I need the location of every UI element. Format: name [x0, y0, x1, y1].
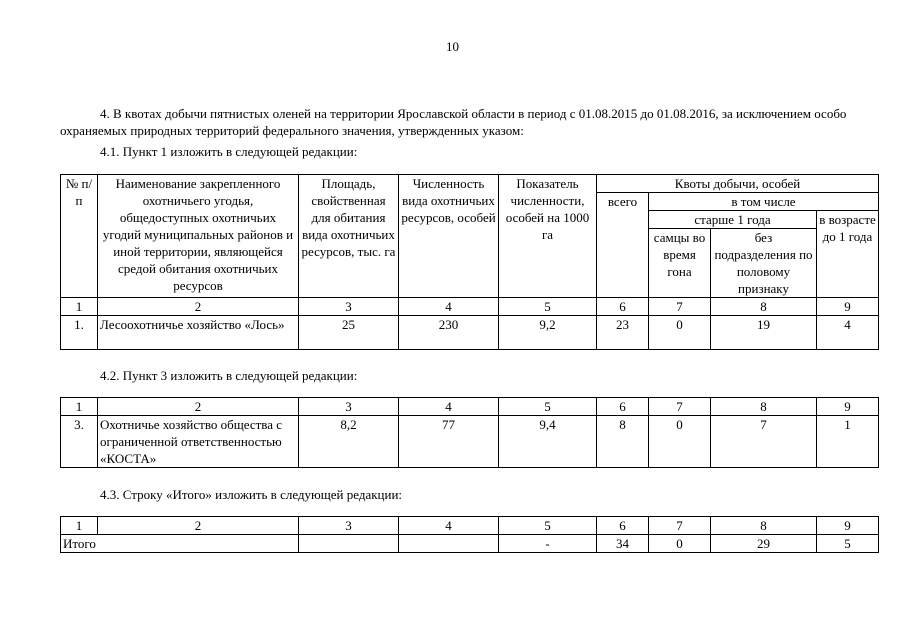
header-name: Наименование закрепленного охотничьего угодья, общедоступных охотничьих угодий муниципальных районов и иной территории, являющейся средой обитания охотничьих ресурсов: [98, 175, 299, 298]
row-area: 8,2: [299, 416, 399, 468]
total-under1: 5: [817, 535, 879, 553]
section-1-heading: 4.1. Пункт 1 изложить в следующей редакции:: [100, 144, 358, 159]
row-name: Охотничье хозяйство общества с ограниченной ответственностью «КОСТА»: [98, 416, 299, 468]
row-population: 230: [399, 316, 499, 350]
row-no-sex: 7: [711, 416, 817, 468]
header-older: старше 1 года: [649, 211, 817, 229]
col-number: 4: [399, 398, 499, 416]
row-name: Лесоохотничье хозяйство «Лось»: [98, 316, 299, 350]
row-area: 25: [299, 316, 399, 350]
total-males-rut: 0: [649, 535, 711, 553]
col-number: 8: [711, 517, 817, 535]
col-number: 3: [299, 298, 399, 316]
header-density: Показатель численности, особей на 1000 га: [499, 175, 597, 298]
row-under1: 1: [817, 416, 879, 468]
total-population: [399, 535, 499, 553]
row-total: 8: [597, 416, 649, 468]
col-number: 8: [711, 298, 817, 316]
row-density: 9,2: [499, 316, 597, 350]
col-number: 8: [711, 398, 817, 416]
header-males-rut: самцы во время гона: [649, 229, 711, 298]
header-no-sex: без подразделения по половому признаку: [711, 229, 817, 298]
col-number: 6: [597, 298, 649, 316]
col-number: 9: [817, 398, 879, 416]
quota-table-2: [60, 397, 879, 468]
quota-table-3: [60, 516, 879, 553]
column-numbers-row: [61, 298, 879, 316]
total-no-sex: 29: [711, 535, 817, 553]
col-number: 5: [499, 298, 597, 316]
row-population: 77: [399, 416, 499, 468]
col-number: 3: [299, 517, 399, 535]
col-number: 6: [597, 517, 649, 535]
header-area: Площадь, свойственная для обитания вида охотничьих ресурсов, тыс. га: [299, 175, 399, 298]
col-number: 3: [299, 398, 399, 416]
total-area: [299, 535, 399, 553]
column-numbers-row: [61, 517, 879, 535]
col-number: 7: [649, 398, 711, 416]
total-row: [61, 535, 879, 553]
header-quotas: Квоты добычи, особей: [597, 175, 879, 193]
quota-table-1: [60, 174, 879, 350]
total-density: -: [499, 535, 597, 553]
col-number: 5: [499, 398, 597, 416]
col-number: 4: [399, 517, 499, 535]
col-number: 9: [817, 298, 879, 316]
row-males-rut: 0: [649, 416, 711, 468]
col-number: 6: [597, 398, 649, 416]
section-2-heading: 4.2. Пункт 3 изложить в следующей редакции:: [100, 368, 358, 383]
row-no-sex: 19: [711, 316, 817, 350]
col-number: 9: [817, 517, 879, 535]
col-number: 1: [61, 517, 98, 535]
col-number: 1: [61, 398, 98, 416]
col-number: 2: [98, 298, 299, 316]
page-number: 10: [446, 39, 459, 54]
header-under1: в возрасте до 1 года: [817, 211, 879, 298]
row-num: 3.: [61, 416, 98, 468]
col-number: 4: [399, 298, 499, 316]
section-3-heading: 4.3. Строку «Итого» изложить в следующей редакции:: [100, 487, 403, 502]
total-label: Итого: [61, 535, 299, 553]
row-males-rut: 0: [649, 316, 711, 350]
header-num: № п/п: [61, 175, 98, 298]
total-total: 34: [597, 535, 649, 553]
table-row: [61, 416, 879, 468]
col-number: 2: [98, 398, 299, 416]
header-population: Численность вида охотничьих ресурсов, особей: [399, 175, 499, 298]
col-number: 5: [499, 517, 597, 535]
column-numbers-row: [61, 398, 879, 416]
row-under1: 4: [817, 316, 879, 350]
header-including: в том числе: [649, 193, 879, 211]
row-density: 9,4: [499, 416, 597, 468]
col-number: 1: [61, 298, 98, 316]
row-num: 1.: [61, 316, 98, 350]
col-number: 7: [649, 517, 711, 535]
col-number: 2: [98, 517, 299, 535]
row-total: 23: [597, 316, 649, 350]
table-row: [61, 316, 879, 350]
header-total: всего: [597, 193, 649, 298]
intro-paragraph: 4. В квотах добычи пятнистых оленей на территории Ярославской области в период с 01.08.2015 до 01.08.2016, за исключением особо охраняемых природных территорий федерального значения, утвержденных указом:: [60, 106, 847, 138]
col-number: 7: [649, 298, 711, 316]
